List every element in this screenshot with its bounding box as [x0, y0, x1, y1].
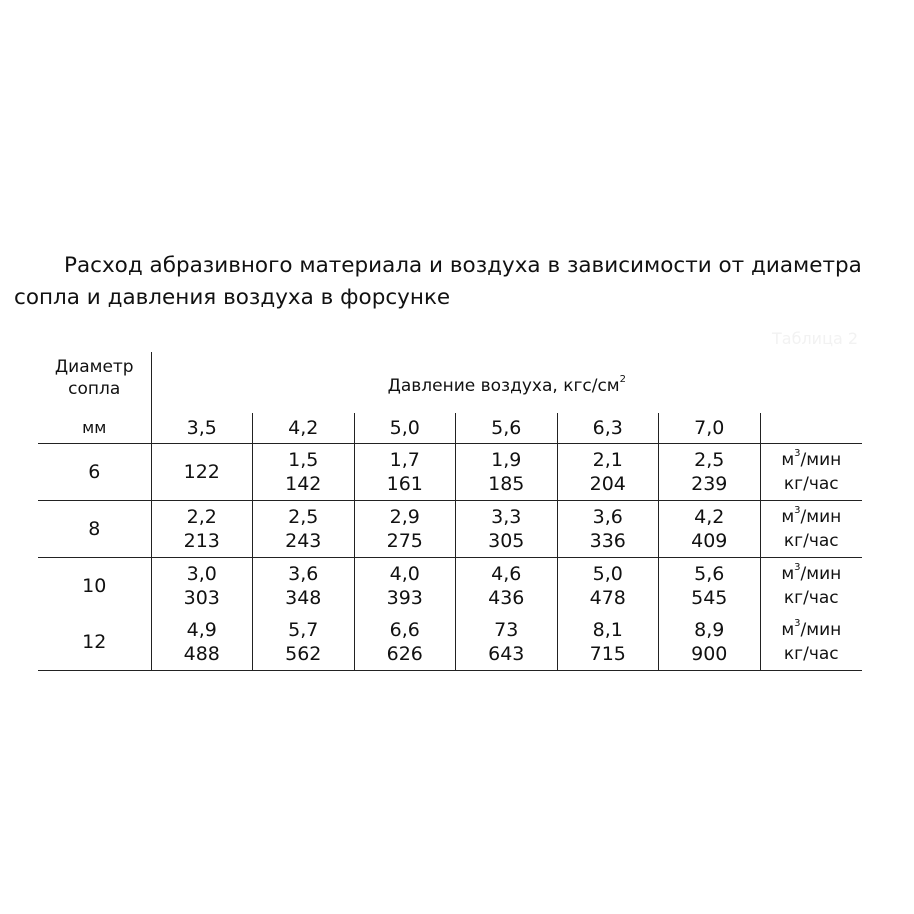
air-value: 2,2: [186, 506, 217, 528]
abrasive-value: 393: [386, 587, 423, 609]
air-value: 4,2: [694, 506, 725, 528]
data-cell: [456, 558, 558, 615]
air-value: 1,5: [288, 449, 319, 471]
data-cell: [659, 558, 761, 615]
abrasive-unit: кг/час: [783, 531, 839, 551]
header-row: [38, 352, 862, 413]
air-unit-rest: /мин: [800, 620, 842, 640]
data-cell: [659, 614, 761, 671]
title-line-2: сопла и давления воздуха в форсунке: [14, 285, 451, 310]
pressure-header: [151, 352, 862, 413]
pressure-value: 5,6: [456, 413, 558, 444]
air-value: 4,0: [389, 563, 420, 585]
air-unit-sup: 3: [794, 562, 801, 574]
air-unit-sup: 3: [794, 618, 801, 630]
title-line-1: Расход абразивного материала и воздуха в зависимости от диаметра: [64, 253, 862, 278]
air-value: 4,6: [491, 563, 522, 585]
abrasive-value: 275: [386, 530, 423, 552]
diameter-unit: мм: [38, 413, 151, 444]
abrasive-unit: кг/час: [783, 474, 839, 494]
pressure-value: 7,0: [659, 413, 761, 444]
air-value: 2,5: [288, 506, 319, 528]
air-value: 3,0: [186, 563, 217, 585]
data-cell: [354, 558, 456, 615]
air-value: 5,6: [694, 563, 725, 585]
abrasive-value: 336: [589, 530, 626, 552]
data-cell: [151, 501, 253, 558]
air-value: 2,1: [592, 449, 623, 471]
air-unit: [761, 618, 863, 642]
unit-cell: [760, 501, 862, 558]
abrasive-value: 305: [488, 530, 525, 552]
abrasive-value: 142: [285, 473, 322, 495]
air-value: 122: [183, 461, 220, 483]
pressure-value: 6,3: [557, 413, 659, 444]
abrasive-value: 436: [488, 587, 525, 609]
data-cell: [659, 444, 761, 501]
data-cell: [354, 614, 456, 671]
pressure-value: 5,0: [354, 413, 456, 444]
abrasive-value: 204: [589, 473, 626, 495]
abrasive-value: 161: [386, 473, 423, 495]
consumption-table: [38, 352, 862, 671]
diameter-header-line-1: Диаметр: [54, 357, 134, 377]
air-value: 8,1: [592, 619, 623, 641]
table-row: [38, 558, 862, 615]
abrasive-value: 626: [386, 643, 423, 665]
air-value: 5,0: [592, 563, 623, 585]
air-value: 2,9: [389, 506, 420, 528]
data-cell: [456, 614, 558, 671]
pressure-header-text: Давление воздуха, кгс/см: [387, 375, 620, 396]
data-cell: [557, 558, 659, 615]
air-unit-base: м: [781, 450, 795, 470]
air-unit-sup: 3: [794, 448, 801, 460]
diameter-header-line-2: сопла: [68, 379, 121, 399]
air-unit: [761, 562, 863, 586]
air-value: 4,9: [186, 619, 217, 641]
air-unit-sup: 3: [794, 505, 801, 517]
abrasive-value: 488: [183, 643, 220, 665]
air-value: 3,3: [491, 506, 522, 528]
air-unit: [761, 448, 863, 472]
data-cell: [354, 444, 456, 501]
air-value: 3,6: [592, 506, 623, 528]
page-title: [14, 250, 874, 314]
data-cell: [253, 501, 355, 558]
diameter-header: [38, 352, 151, 413]
abrasive-value: 643: [488, 643, 525, 665]
pressure-values-row: [38, 413, 862, 444]
data-cell: [253, 444, 355, 501]
abrasive-value: 348: [285, 587, 322, 609]
diameter-cell: 6: [38, 444, 151, 501]
abrasive-unit: кг/час: [783, 644, 839, 664]
unit-cell: [760, 558, 862, 615]
air-value: 3,6: [288, 563, 319, 585]
air-unit-base: м: [781, 564, 795, 584]
abrasive-value: 478: [589, 587, 626, 609]
air-value: 1,7: [389, 449, 420, 471]
data-cell: [354, 501, 456, 558]
air-value: 73: [494, 619, 519, 641]
air-value: 8,9: [694, 619, 725, 641]
air-unit-base: м: [781, 620, 795, 640]
diameter-cell: 12: [38, 614, 151, 671]
abrasive-value: 213: [183, 530, 220, 552]
air-value: 1,9: [491, 449, 522, 471]
data-cell: [557, 501, 659, 558]
abrasive-value: 715: [589, 643, 626, 665]
abrasive-value: 545: [691, 587, 728, 609]
abrasive-unit: кг/час: [783, 588, 839, 608]
data-cell: [557, 444, 659, 501]
diameter-cell: 8: [38, 501, 151, 558]
table-row: [38, 501, 862, 558]
unit-cell: [760, 444, 862, 501]
data-cell: [151, 444, 253, 501]
air-unit-rest: /мин: [800, 564, 842, 584]
abrasive-value: 562: [285, 643, 322, 665]
pressure-value: 3,5: [151, 413, 253, 444]
abrasive-value: 243: [285, 530, 322, 552]
unit-header-empty: [760, 413, 862, 444]
pressure-header-sup: 2: [619, 373, 627, 385]
air-value: 2,5: [694, 449, 725, 471]
data-cell: [151, 558, 253, 615]
data-cell: [456, 444, 558, 501]
abrasive-value: 303: [183, 587, 220, 609]
air-value: 6,6: [389, 619, 420, 641]
data-cell: [151, 614, 253, 671]
unit-cell: [760, 614, 862, 671]
air-unit-rest: /мин: [800, 507, 842, 527]
table-number-watermark: Таблица 2: [772, 329, 859, 348]
abrasive-value: 239: [691, 473, 728, 495]
air-value: 5,7: [288, 619, 319, 641]
table-row: [38, 444, 862, 501]
air-unit: [761, 505, 863, 529]
data-cell: [557, 614, 659, 671]
diameter-cell: 10: [82, 575, 107, 597]
pressure-value: 4,2: [253, 413, 355, 444]
data-cell: [253, 614, 355, 671]
data-cell: [456, 501, 558, 558]
abrasive-value: 900: [691, 643, 728, 665]
air-unit-base: м: [781, 507, 795, 527]
abrasive-value: 409: [691, 530, 728, 552]
data-cell: [659, 501, 761, 558]
data-cell: [253, 558, 355, 615]
abrasive-value: 185: [488, 473, 525, 495]
table-row: [38, 614, 862, 671]
air-unit-rest: /мин: [800, 450, 842, 470]
